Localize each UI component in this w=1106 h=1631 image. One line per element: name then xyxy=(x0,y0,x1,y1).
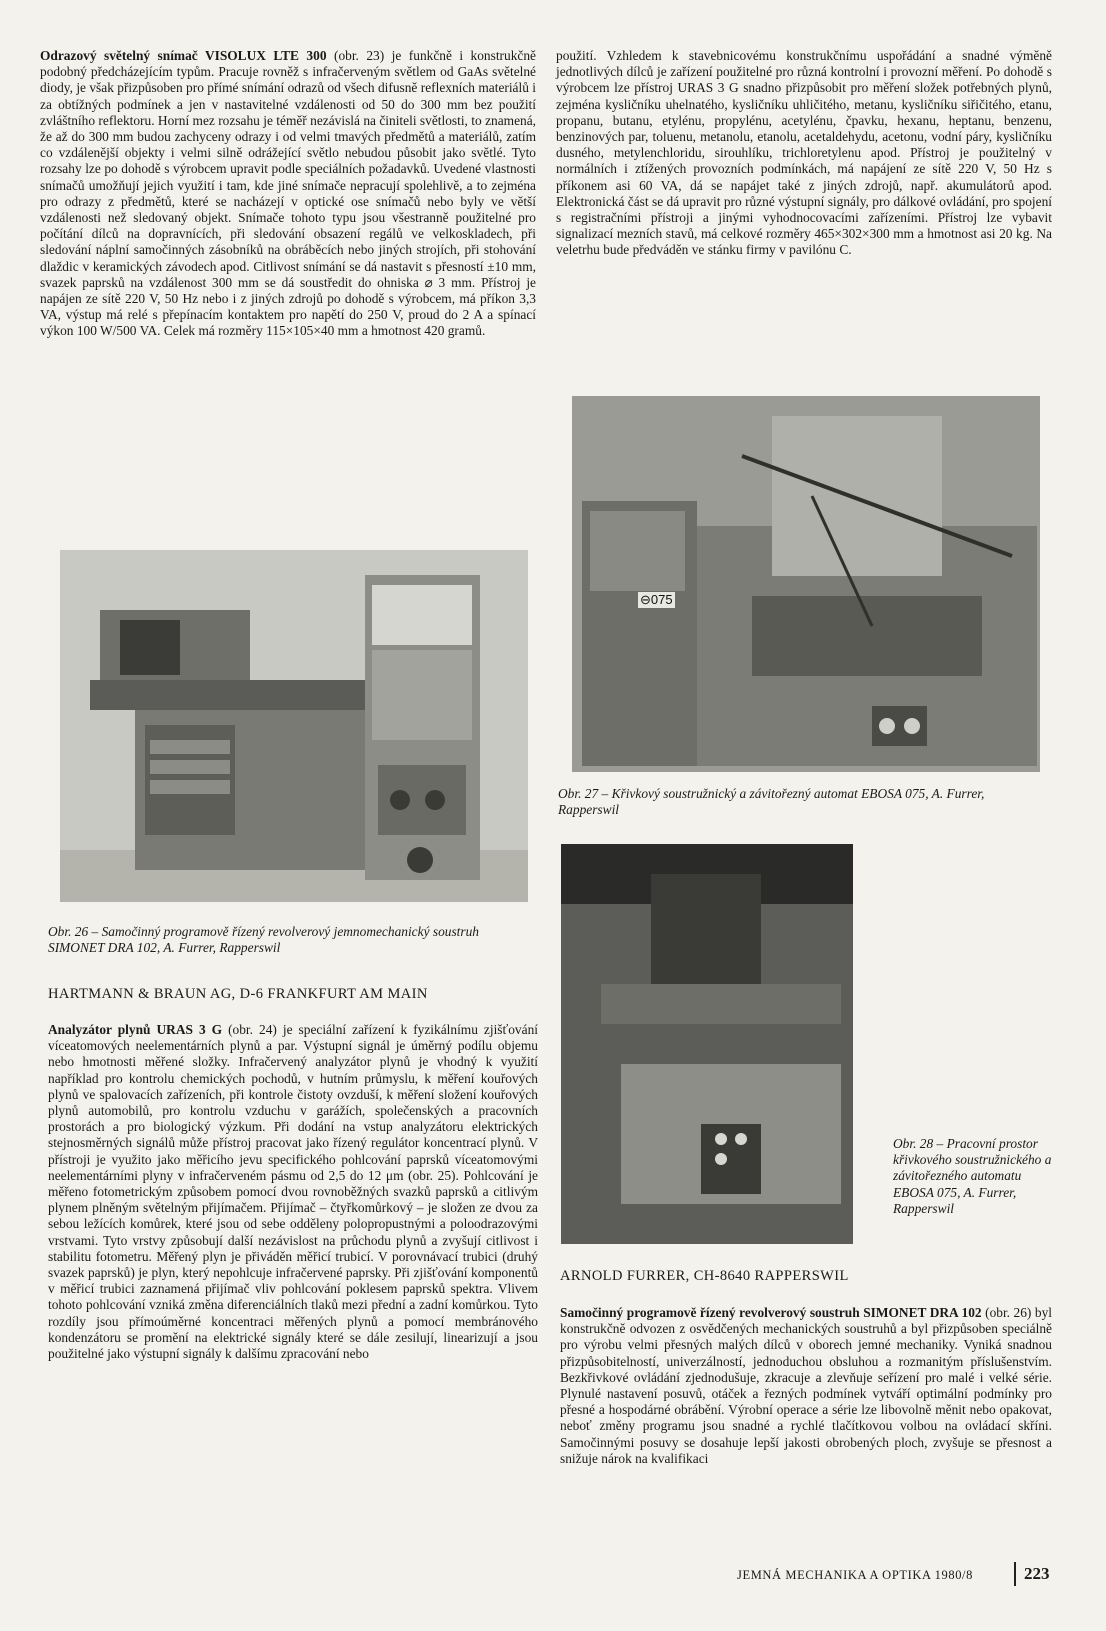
figure-26-photo xyxy=(60,550,528,902)
caption-figure-27: Obr. 27 – Křivkový soustružnický a závitořezný automat EBOSA 075, A. Furrer, Rapperswil xyxy=(558,786,985,818)
uras-heading: Analyzátor plynů URAS 3 G xyxy=(48,1022,223,1037)
simonet-text: (obr. 26) byl konstrukčně odvozen z osvědčených mechanických soustruhů a byl přizpůsoben speciálně pro výrobu velmi přesných malých dílců v oborech jemné mechaniky. Vyniká snadnou přizpůsobitelností, univerzálností, jednoduchou obsluhou a rozmanitým příslušenstvím. Bezkřivkové ovládání zjednodušuje, zkracuje a zlevňuje seřízení pro malé i velké série. Plynulé nastavení posuvů, otáček a řezných podmínek vytváří optimální podmínky pro přesné a hospodárné obrábění. Výrobní operace a série lze libovolně měnit nebo opakovat, neboť změny programu jsou snadné a rychlé tlačítkovou volbou na ovládací skříni. Samočinnými posuvy se dosahuje lepší jakosti obrobených ploch, zvyšuje se přesnost a snižuje nárok na kvalifikaci xyxy=(560,1305,1053,1466)
simonet-heading: Samočinný programově řízený revolverový soustruh SIMONET DRA 102 xyxy=(560,1305,982,1320)
article-uras xyxy=(48,1022,538,1362)
caption-figure-28: Obr. 28 – Pracovní prostor křivkového soustružnického a závitořezného automatu EBOSA 075, A. Furrer, Rapperswil xyxy=(893,1136,1052,1216)
uras-continued-text: použití. Vzhledem k stavebnicovému konstrukčnímu uspořádání a snadné výměně jednotlivých dílců je zařízení použitelné pro různá kontrolní i provozní měření. Po dohodě s výrobcem lze přístroj URAS 3 G snadno přizpůsobit pro měření složek potřebných plynů, zejména kysličníku uhelnatého, kysličníku uhličitého, metanu, kysličníku siřičitého, etanu, propanu, butanu, etylénu, propylénu, acetylénu, čpavku, hexanu, heptanu, benzenu, benzinových par, toluenu, metanolu, etanolu, acetaldehydu, acetonu, vodní páry, kysličníku dusného, metylenchloridu, sirouhlíku, trichloretylenu apod. Přístroj je použitelný v normálních i ztížených provozních podmínkách, má napájení ze sítě 220 V, 50 Hz s příkonem asi 60 VA, dá se napájet také z jiných zdrojů, např. akumulátorů apod. Elektronická část se dá upravit pro různé výstupní signály, pro dálkové ovládání, pro spojení s registračními přístroji a jinými vyhodnocovacími zařízeními. Přístroj lze vybavit signalizací mezních stavů, má celkové rozměry 465×302×300 mm a hmotnost asi 20 kg. Na veletrhu bude předváděn ve stánku firmy v pavilónu C. xyxy=(556,48,1052,258)
visolux-text: (obr. 23) je funkčně i konstrukčně podobný předcházejícím typům. Pracuje rovněž s infračerveným světlem od GaAs světelné diody, je však přizpůsoben pro přímé snímání odrazů od všech difusně reflexních materiálů i za obtížných podmínek a jen v nastavitelné vzdálenosti od 50 do 300 mm bez použití zvláštního reflektoru. Horní mez rozsahu je téměř nezávislá na činiteli světlosti, to znamená, že až do 300 mm budou zachyceny odrazy i od velmi tmavých předmětů a materiálů, zatím co vzdálenější objekty i velmi silně odrážející světlo nebudou působit jako světlé. Tyto rozsahy lze po dohodě s výrobcem upravit podle speciálních požadavků. Uvedené vlastnosti snímačů umožňují jejich využití i tam, kde jiné snímače nepracují spolehlivě, a to zejména pro odrazy z předmětů, které se nacházejí v optické ose snímačů nebo byly ve větší vzdálenosti než sledovaný objekt. Snímače tohoto typu jsou všestranně použitelné pro počítání dílců na dopravnících, při sledování obsazení regálů ve velkoskladech, při sledování náplní samočinných zásobníků na obráběcích nebo jiných strojích, při stohování dlaždic v keramických závodech apod. Citlivost snímání se dá nastavit s přesností ±10 mm, svazek paprsků na vzdálenost 300 mm se dá soustředit do ohniska ⌀ 3 mm. Přístroj je napájen ze sítě 220 V, 50 Hz nebo i z jiných zdrojů po dohodě s výrobcem, má příkon 3,3 VA, výstup má relé s přepínacím kontaktem pro napětí do 250 V, proud do 2 A a spínací výkon 100 W/500 VA. Celek má rozměry 115×105×40 mm a hmotnost 420 gramů. xyxy=(40,48,536,339)
article-uras-continued xyxy=(556,48,1052,259)
figure-28-photo xyxy=(561,844,853,1244)
page-number: 223 xyxy=(1024,1564,1050,1583)
fig27-panel-label: ⊖075 xyxy=(640,592,673,607)
company-hartmann-braun: HARTMANN & BRAUN AG, D-6 FRANKFURT AM MAIN xyxy=(48,986,428,1002)
ebosa-working-area-image xyxy=(561,844,853,1244)
footer-divider xyxy=(1014,1562,1016,1586)
lathe-simonet-image xyxy=(60,550,528,902)
company-arnold-furrer: ARNOLD FURRER, CH-8640 RAPPERSWIL xyxy=(560,1268,849,1284)
article-simonet xyxy=(560,1305,1052,1467)
caption-figure-26: Obr. 26 – Samočinný programově řízený revolverový jemnomechanický soustruh SIMONET DRA 102, A. Furrer, Rapperswil xyxy=(48,924,479,956)
figure-27-photo xyxy=(572,396,1040,772)
article-visolux xyxy=(40,48,536,340)
ebosa-automat-image xyxy=(572,396,1040,772)
journal-footer: JEMNÁ MECHANIKA A OPTIKA 1980/8 xyxy=(737,1568,973,1582)
uras-text: (obr. 24) je speciální zařízení k fyzikálnímu zjišťování víceatomových neelementárních plynů a par. Výstupní signál je úměrný podílu objemu nebo hmotnosti měřené složky. Infračervený analyzátor plynů je vhodný k využití například pro kontrolu chemických pochodů, v hutním průmyslu, k měření kouřových plynů ve spalovacích zařízeních, při kontrole čistoty ovzduší, k měření složení kouřových plynů automobilů, pro kontrolu vzduchu v garážích, společenských a pracovních prostorách a pro biologický výzkum. Při dodání na vstup analyzátoru elektrických stejnosměrných signálů může přístroj pracovat jako řízený regulátor koncentrací plynů. V přístroji je využito jako měřicího jevu specifického pohlcování paprsků víceatomovými neelementárními plyny v infračerveném pásmu od 2,5 do 12 μm (obr. 25). Pohlcování je měřeno fotometrickým způsobem pomocí dvou rovnoběžných svazků paprsků a citlivým plynem plněným světelným přijímačem. Přijímač – čtyřkomůrkový – je složen ze dvou za sebou ležících komůrek, které jsou od sebe odděleny polopropustnými a poloodrazovými vrstvami. Tyto vrstvy způsobují další nezávislost na průchodu plynů a zvyšují citlivost i stabilitu fotometru. Měřený plyn je přiváděn měřicí trubicí. V porovnávací trubici (druhý svazek paprsků) je plyn, který nepohlcuje infračervené paprsky. Při zjišťování komponentů v měřicí trubici zaznamená přijímač vliv pohlcování poklesem paprsků spektra. Vlivem tohoto pohlcování vzniká změna diferenciálních tlaků mezi přední a zadní komůrkou. Tyto rozdíly jsou přímoúměrné koncentraci měřených plynů a pomocí membránového kondenzátoru se promění na elektrické signály které se dále zesilují, linearizují a jsou použitelné jako výstupní signály k dalšímu zpracování nebo xyxy=(48,1022,538,1362)
visolux-heading: Odrazový světelný snímač VISOLUX LTE 300 xyxy=(40,48,327,63)
